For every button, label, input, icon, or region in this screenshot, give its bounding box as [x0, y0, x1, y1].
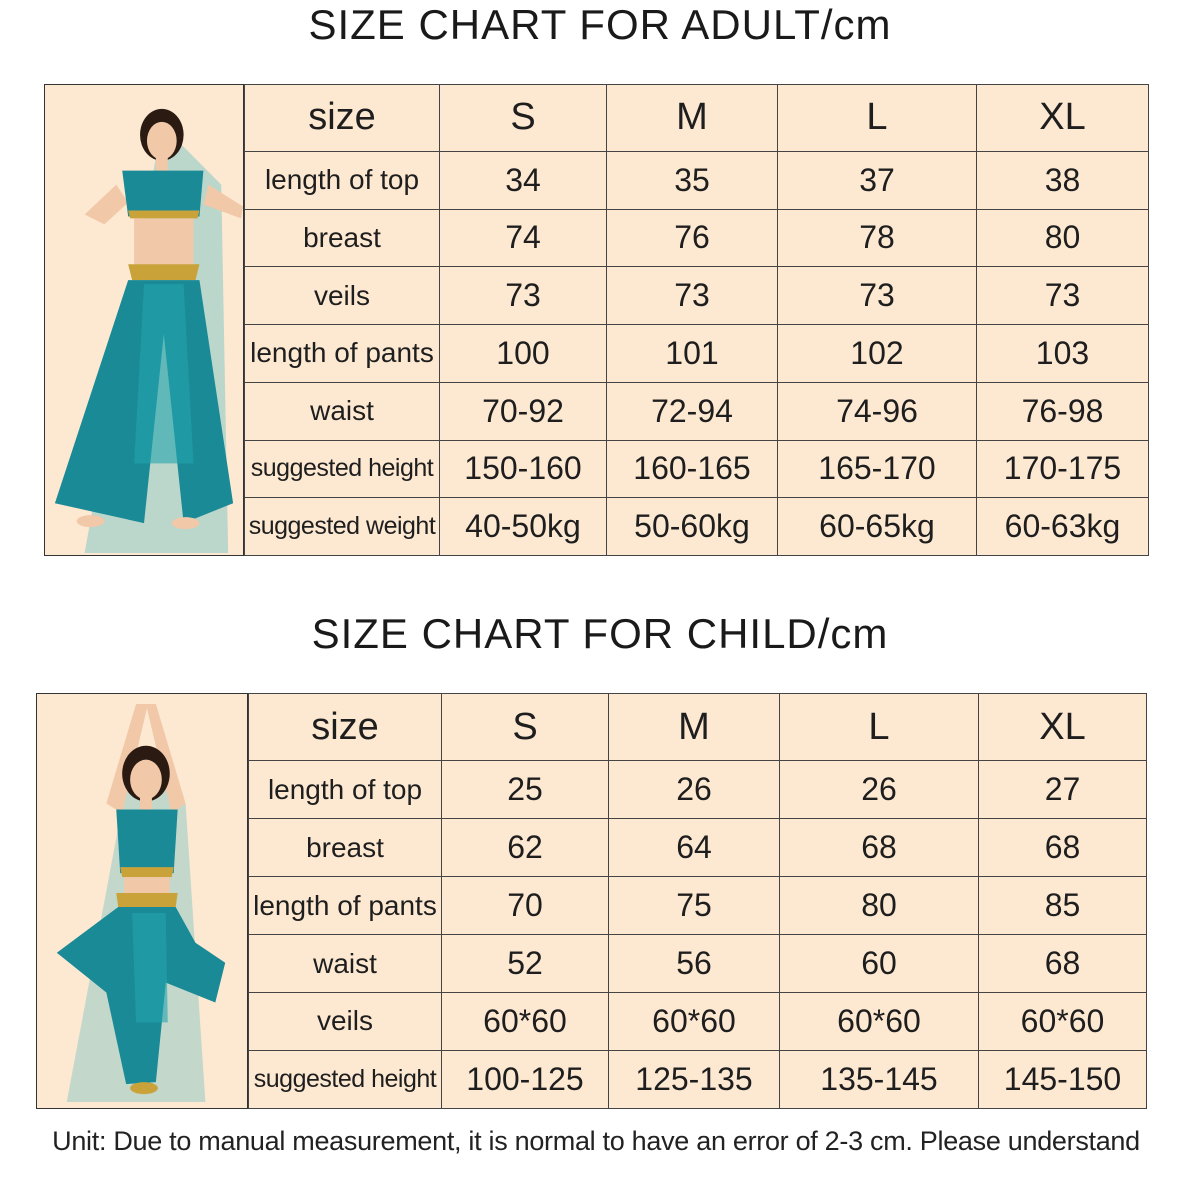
table-cell: 35 [607, 151, 778, 209]
table-cell: 56 [609, 935, 780, 993]
table-cell: 34 [440, 151, 607, 209]
table-row [245, 382, 1149, 440]
table-cell: 60-65kg [778, 498, 977, 556]
header-cell: S [440, 85, 607, 152]
row-label: suggested height [245, 440, 440, 498]
header-cell: size [245, 85, 440, 152]
row-label: length of pants [249, 877, 442, 935]
table-row [249, 935, 1147, 993]
table-cell: 38 [977, 151, 1149, 209]
row-label: waist [249, 935, 442, 993]
table-cell: 50-60kg [607, 498, 778, 556]
table-cell: 170-175 [977, 440, 1149, 498]
table-cell: 150-160 [440, 440, 607, 498]
table-cell: 145-150 [979, 1050, 1147, 1108]
table-cell: 70 [442, 877, 609, 935]
table-cell: 60 [780, 935, 979, 993]
header-cell: XL [979, 694, 1147, 761]
table-row [249, 993, 1147, 1051]
table-cell: 160-165 [607, 440, 778, 498]
row-label: breast [245, 209, 440, 267]
child-size-table [248, 693, 1147, 1109]
table-cell: 60*60 [780, 993, 979, 1051]
table-cell: 25 [442, 761, 609, 819]
unit-note: Unit: Due to manual measurement, it is normal to have an error of 2-3 cm. Please understand [52, 1126, 1140, 1156]
table-cell: 100-125 [442, 1050, 609, 1108]
table-row [245, 440, 1149, 498]
table-cell: 60*60 [979, 993, 1147, 1051]
table-cell: 78 [778, 209, 977, 267]
header-cell: XL [977, 85, 1149, 152]
header-cell: M [607, 85, 778, 152]
table-cell: 74 [440, 209, 607, 267]
table-cell: 68 [979, 819, 1147, 877]
table-cell: 68 [979, 935, 1147, 993]
table-cell: 165-170 [778, 440, 977, 498]
header-cell: S [442, 694, 609, 761]
adult-model-photo [44, 84, 244, 556]
table-row [249, 761, 1147, 819]
table-cell: 60-63kg [977, 498, 1149, 556]
row-label: length of pants [245, 325, 440, 383]
table-cell: 75 [609, 877, 780, 935]
child-model-photo [36, 693, 248, 1109]
table-cell: 103 [977, 325, 1149, 383]
table-row [245, 325, 1149, 383]
adult-size-table [244, 84, 1149, 556]
table-cell: 76 [607, 209, 778, 267]
table-cell: 70-92 [440, 382, 607, 440]
row-label: length of top [249, 761, 442, 819]
child-chart-title: SIZE CHART FOR CHILD/cm [311, 610, 889, 657]
table-cell: 101 [607, 325, 778, 383]
table-cell: 85 [979, 877, 1147, 935]
table-row [249, 1050, 1147, 1108]
table-cell: 60*60 [442, 993, 609, 1051]
table-cell: 64 [609, 819, 780, 877]
table-cell: 74-96 [778, 382, 977, 440]
row-label: breast [249, 819, 442, 877]
row-label: suggested height [249, 1050, 442, 1108]
table-cell: 73 [607, 267, 778, 325]
table-cell: 72-94 [607, 382, 778, 440]
table-row [245, 209, 1149, 267]
row-label: veils [249, 993, 442, 1051]
table-cell: 62 [442, 819, 609, 877]
table-cell: 27 [979, 761, 1147, 819]
table-cell: 135-145 [780, 1050, 979, 1108]
table-row [249, 877, 1147, 935]
table-cell: 125-135 [609, 1050, 780, 1108]
table-cell: 76-98 [977, 382, 1149, 440]
header-cell: size [249, 694, 442, 761]
table-header-row [249, 694, 1147, 761]
table-row [245, 267, 1149, 325]
table-cell: 26 [780, 761, 979, 819]
table-cell: 73 [440, 267, 607, 325]
table-row [245, 498, 1149, 556]
table-cell: 102 [778, 325, 977, 383]
row-label: length of top [245, 151, 440, 209]
header-cell: M [609, 694, 780, 761]
table-row [249, 819, 1147, 877]
table-cell: 80 [977, 209, 1149, 267]
table-cell: 60*60 [609, 993, 780, 1051]
header-cell: L [780, 694, 979, 761]
table-row [245, 151, 1149, 209]
table-header-row [245, 85, 1149, 152]
adult-chart-title: SIZE CHART FOR ADULT/cm [308, 1, 892, 48]
table-cell: 40-50kg [440, 498, 607, 556]
table-cell: 37 [778, 151, 977, 209]
table-cell: 73 [977, 267, 1149, 325]
row-label: suggested weight [245, 498, 440, 556]
table-cell: 26 [609, 761, 780, 819]
table-cell: 80 [780, 877, 979, 935]
table-cell: 100 [440, 325, 607, 383]
row-label: waist [245, 382, 440, 440]
table-cell: 52 [442, 935, 609, 993]
header-cell: L [778, 85, 977, 152]
row-label: veils [245, 267, 440, 325]
table-cell: 68 [780, 819, 979, 877]
table-cell: 73 [778, 267, 977, 325]
